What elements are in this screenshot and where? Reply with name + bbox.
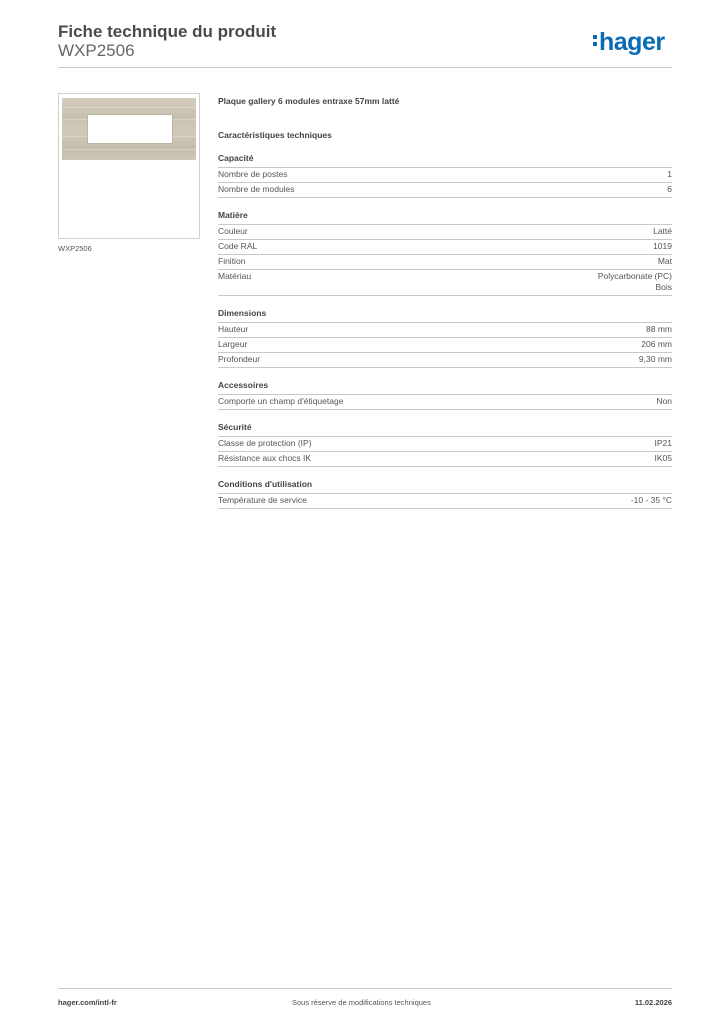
spec-label: Profondeur — [218, 354, 261, 364]
spec-label: Largeur — [218, 339, 248, 349]
spec-value — [646, 324, 672, 335]
footer-website: hager.com/intl-fr — [58, 998, 117, 1007]
spec-value-line: 206 mm — [641, 339, 672, 349]
header-divider — [58, 67, 672, 68]
spec-label: Finition — [218, 256, 246, 266]
spec-row — [218, 452, 672, 467]
spec-value-line: IK05 — [654, 453, 672, 463]
spec-row — [218, 494, 672, 509]
section-title: Caractéristiques techniques — [218, 130, 332, 140]
spec-value-line: 88 mm — [646, 324, 672, 334]
spec-group-title: Accessoires — [218, 380, 672, 395]
spec-value-line: 1019 — [653, 241, 672, 251]
footer-divider — [58, 988, 672, 989]
spec-group-title: Sécurité — [218, 422, 672, 437]
spec-value-line: 9,30 mm — [638, 354, 672, 364]
spec-value — [655, 453, 673, 464]
spec-row — [218, 225, 672, 240]
spec-value — [639, 354, 672, 365]
spec-value — [658, 256, 672, 267]
spec-value-line: Mat — [657, 256, 672, 266]
spec-group — [218, 479, 672, 509]
spec-group — [218, 422, 672, 467]
spec-value-line: Polycarbonate (PC) — [597, 271, 672, 281]
spec-value-line: Non — [656, 396, 672, 406]
footer-disclaimer: Sous réserve de modifications techniques — [292, 998, 431, 1007]
spec-value — [631, 495, 672, 506]
spec-group-title: Conditions d'utilisation — [218, 479, 672, 494]
spec-row — [218, 168, 672, 183]
footer-date: 11.02.2026 — [634, 998, 672, 1007]
spec-group-title: Dimensions — [218, 308, 672, 323]
logo-text: hager — [599, 28, 665, 56]
spec-group — [218, 380, 672, 410]
spec-value — [655, 438, 673, 449]
product-name: Plaque gallery 6 modules entraxe 57mm latté — [218, 96, 400, 106]
spec-row — [218, 323, 672, 338]
spec-label: Nombre de modules — [218, 184, 295, 194]
spec-label: Couleur — [218, 226, 248, 236]
spec-label: Comporte un champ d'étiquetage — [218, 396, 344, 406]
spec-value-line: Latté — [653, 226, 672, 236]
spec-value — [598, 271, 672, 293]
spec-value — [641, 339, 672, 350]
spec-group-title: Capacité — [218, 153, 672, 168]
spec-group-title: Matière — [218, 210, 672, 225]
spec-value — [667, 184, 672, 195]
spec-value — [667, 169, 672, 180]
hager-logo — [593, 28, 665, 56]
spec-label: Classe de protection (IP) — [218, 438, 312, 448]
spec-row — [218, 395, 672, 410]
spec-label: Nombre de postes — [218, 169, 288, 179]
spec-group — [218, 210, 672, 296]
product-reference: WXP2506 — [58, 41, 135, 60]
spec-row — [218, 437, 672, 452]
spec-value-line: 6 — [667, 184, 672, 194]
spec-row — [218, 255, 672, 270]
spec-value-line: Bois — [655, 282, 672, 292]
spec-group — [218, 308, 672, 368]
spec-label: Hauteur — [218, 324, 249, 334]
spec-value — [653, 226, 672, 237]
spec-value — [653, 241, 672, 252]
spec-label: Résistance aux chocs IK — [218, 453, 312, 463]
logo-dots-icon — [593, 34, 598, 48]
spec-value-line: 1 — [667, 169, 672, 179]
document-header — [58, 22, 276, 61]
wall-plate-illustration — [62, 98, 196, 160]
spec-value — [656, 396, 672, 407]
product-image — [58, 93, 200, 239]
spec-row — [218, 270, 672, 296]
spec-row — [218, 338, 672, 353]
spec-value-line: -10 - 35 °C — [630, 495, 672, 505]
spec-row — [218, 353, 672, 368]
spec-row — [218, 183, 672, 198]
document-title: Fiche technique du produit — [58, 22, 277, 41]
spec-row — [218, 240, 672, 255]
spec-label: Matériau — [218, 271, 252, 281]
spec-label: Code RAL — [218, 241, 258, 251]
spec-groups — [218, 153, 672, 509]
spec-group — [218, 153, 672, 198]
specifications — [218, 96, 672, 509]
spec-value-line: IP21 — [654, 438, 672, 448]
spec-label: Température de service — [218, 495, 307, 505]
plate-opening — [87, 114, 173, 144]
image-caption: WXP2506 — [58, 244, 92, 253]
